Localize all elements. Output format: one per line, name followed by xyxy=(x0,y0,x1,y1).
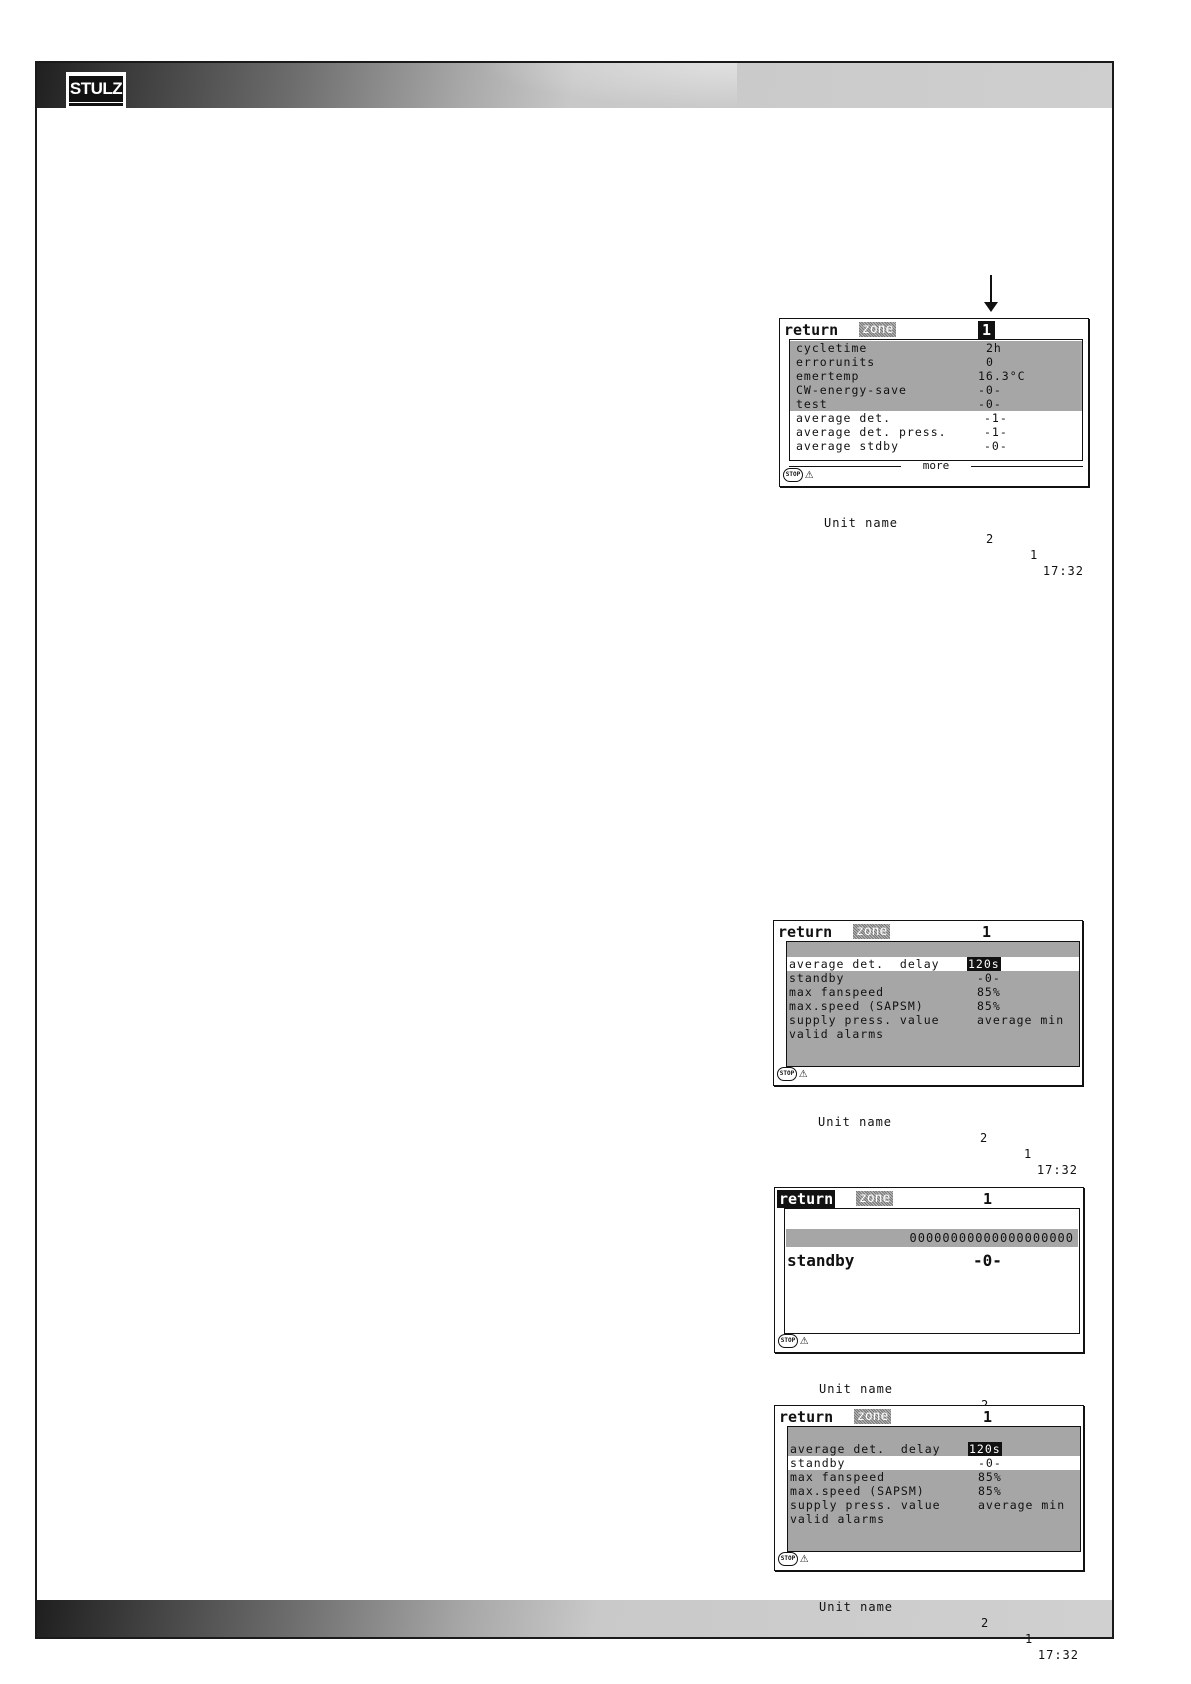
edit-panel xyxy=(784,1208,1080,1334)
param-row: average det. delay 120s xyxy=(787,957,1079,971)
screen-number: 1 xyxy=(978,321,995,339)
lcd-screen-1 xyxy=(779,318,1089,578)
screen-number: 1 xyxy=(983,1190,993,1208)
pointer-arrow-head-icon xyxy=(984,302,998,312)
more-indicator: more xyxy=(789,460,1083,472)
status-bar xyxy=(777,1065,1078,1177)
warning-icon: ⚠ xyxy=(799,1065,808,1081)
screen-title: return xyxy=(778,923,833,941)
param-row: max fanspeed 85% xyxy=(789,985,1001,999)
lcd-screen-2 xyxy=(773,920,1083,1177)
param-list xyxy=(787,1426,1081,1552)
lcd-screen-4 xyxy=(774,1405,1084,1662)
param-row: max fanspeed 85% xyxy=(790,1470,1002,1484)
stop-icon: STOP xyxy=(778,1552,798,1566)
param-row: supply press. value average min xyxy=(790,1498,1066,1512)
param-row: average det. -1- xyxy=(796,411,1008,425)
param-list xyxy=(789,339,1083,461)
header-band xyxy=(37,63,1112,108)
param-row: average stdby -0- xyxy=(796,439,1008,453)
screen-title: return xyxy=(779,1190,834,1208)
logo-text: STULZ xyxy=(69,76,123,102)
unit-name: Unit name xyxy=(818,1115,893,1129)
stop-icon: STOP xyxy=(783,468,803,482)
pointer-arrow-icon xyxy=(990,275,992,303)
param-row: emertemp 16.3°C xyxy=(790,369,1082,383)
param-row: test -0- xyxy=(790,397,1082,411)
status-time: 17:32 xyxy=(1042,564,1084,578)
screen-number: 1 xyxy=(982,923,992,941)
stop-icon: STOP xyxy=(777,1067,797,1081)
status-time: 17:32 xyxy=(1037,1648,1079,1662)
param-row: max.speed (SAPSM) 85% xyxy=(790,1484,1002,1498)
param-label: standby xyxy=(787,1251,855,1270)
status-value-1: 2 xyxy=(986,532,995,546)
status-time: 17:32 xyxy=(1036,1163,1078,1177)
page-frame xyxy=(35,61,1114,1639)
param-list xyxy=(786,941,1080,1067)
lcd-screen-3 xyxy=(774,1187,1084,1396)
param-row: valid alarms xyxy=(789,1027,885,1041)
zone-tab: zone xyxy=(859,322,896,337)
param-row: standby -0- xyxy=(788,1456,1080,1470)
warning-icon: ⚠ xyxy=(805,466,814,482)
param-row: supply press. value average min xyxy=(789,1013,1065,1027)
status-bar xyxy=(778,1550,1079,1662)
param-row: CW-energy-save -0- xyxy=(790,383,1082,397)
screen-number: 1 xyxy=(983,1408,993,1426)
zone-tab: zone xyxy=(854,1409,891,1424)
status-bar xyxy=(778,1332,1079,1396)
footer-band xyxy=(37,1600,1112,1637)
status-value-2: 1 xyxy=(1030,548,1039,562)
stulz-logo xyxy=(66,72,126,108)
status-value-1: 2 xyxy=(981,1616,990,1630)
status-value-1: 2 xyxy=(980,1131,989,1145)
param-row: max.speed (SAPSM) 85% xyxy=(789,999,1001,1013)
param-value: -0- xyxy=(973,1251,1002,1270)
unit-name: Unit name xyxy=(819,1382,894,1396)
zone-tab: zone xyxy=(853,924,890,939)
warning-icon: ⚠ xyxy=(800,1332,809,1348)
value-input-field[interactable]: 00000000000000000000 xyxy=(786,1229,1078,1247)
param-row: cycletime 2h xyxy=(790,341,1082,355)
unit-name: Unit name xyxy=(819,1600,894,1614)
param-row: average det. delay 120s xyxy=(790,1442,1001,1456)
zone-tab: zone xyxy=(856,1191,893,1206)
screen-title: return xyxy=(779,1408,834,1426)
status-value-2: 1 xyxy=(1024,1147,1033,1161)
warning-icon: ⚠ xyxy=(800,1550,809,1566)
stop-icon: STOP xyxy=(778,1334,798,1348)
unit-name: Unit name xyxy=(824,516,899,530)
status-value-2: 1 xyxy=(1025,1632,1034,1646)
status-bar xyxy=(783,466,1084,578)
param-row: standby -0- xyxy=(789,971,1001,985)
screen-title: return xyxy=(784,321,839,339)
param-row: average det. press. -1- xyxy=(796,425,1008,439)
param-row: errorunits 0 xyxy=(790,355,1082,369)
param-row: valid alarms xyxy=(790,1512,886,1526)
